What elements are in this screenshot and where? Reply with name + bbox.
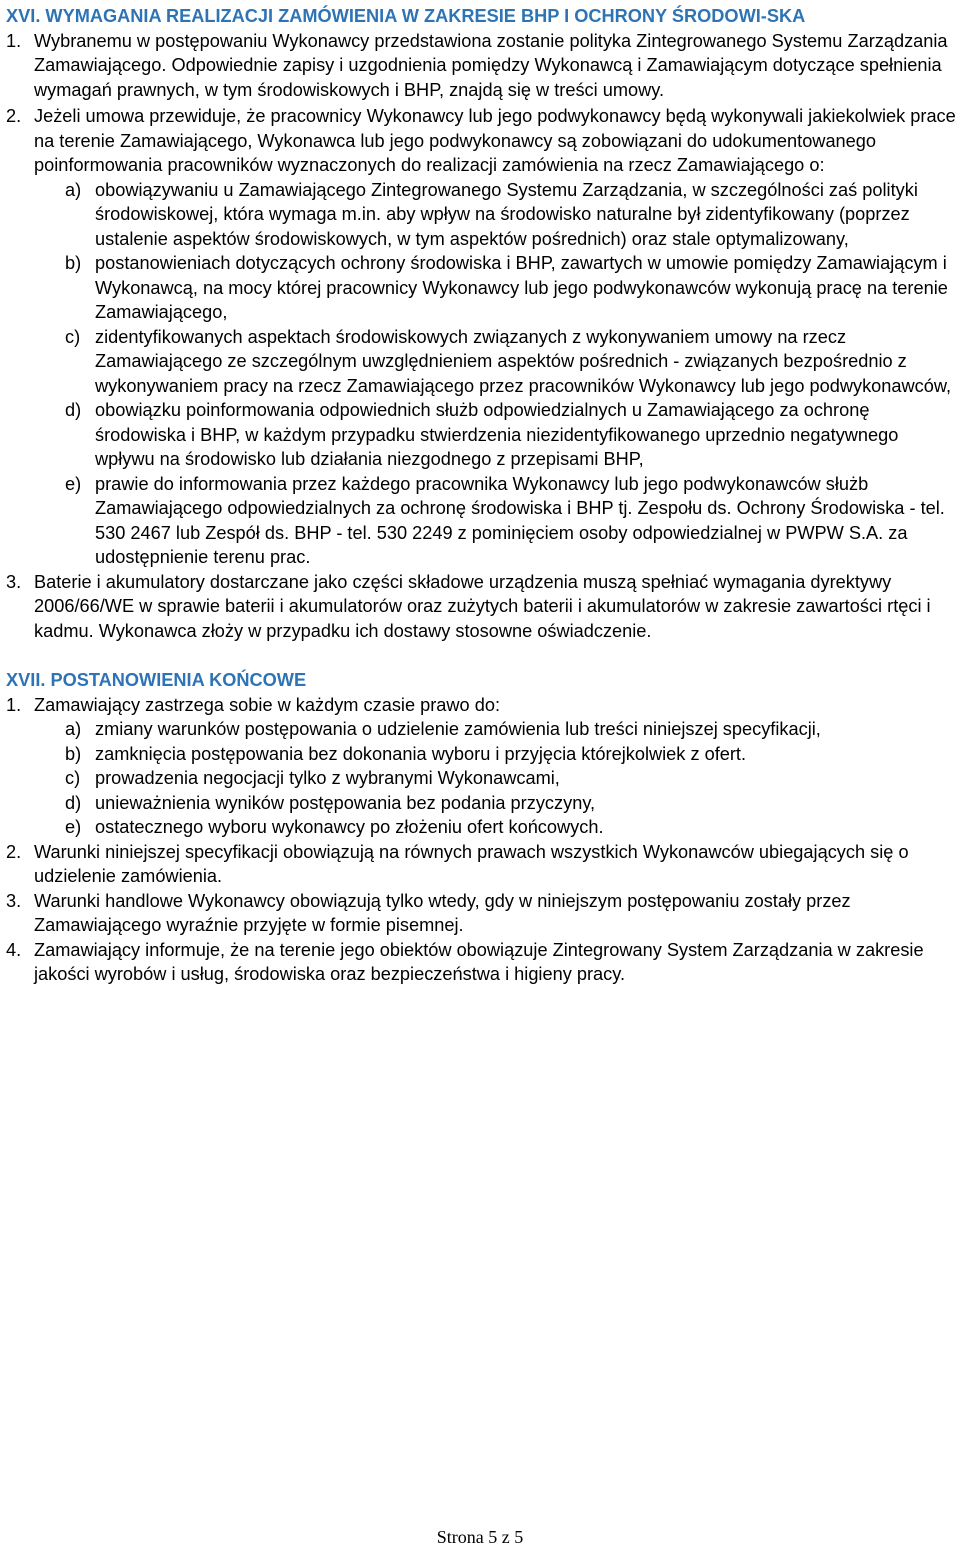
sub-list-item [65,398,958,472]
list-item [6,693,958,718]
sub-item-letter: e) [65,817,82,837]
sub-list-item [65,325,958,399]
section-xvii-heading: XVII. POSTANOWIENIA KOŃCOWE [6,670,307,690]
sub-item-letter: b) [65,253,82,273]
sub-item-text: unieważnienia wyników postępowania bez podania przyczyny, [95,792,596,813]
item-text: Zamawiający zastrzega sobie w każdym czasie prawo do: [34,694,500,715]
sub-item-text: postanowieniach dotyczących ochrony środowiska i BHP, zawartych w umowie pomiędzy Zamawiającym i Wykonawcą, na mocy której pracownicy Wykonawcy lub jego podwykonawców wykonują pracę na terenie Zamawiającego, [95,253,948,322]
item-text: Wybranemu w postępowaniu Wykonawcy przedstawiona zostanie polityka Zintegrowanego Systemu Zarządzania Zamawiającego. Odpowiednie zapisy i uzgodnienia pomiędzy Wykonawcą i Zamawiającym dotyczące spełnienia wymagań prawnych, w tym środowiskowych i BHP, znajdą się w treści umowy. [34,30,948,100]
list-item [6,104,958,178]
sub-list-item [65,717,958,742]
list-item [6,840,958,889]
list-item [6,889,958,938]
sub-item-text: obowiązywaniu u Zamawiającego Zintegrowanego Systemu Zarządzania, w szczególności zaś polityki środowiskowej, która wymaga m.in. aby wpływ na środowisko naturalne był zidentyfikowany (poprzez ustalenie aspektów środowiskowych, w tym aspektów pośrednich) oraz stale optymalizowany, [95,179,918,249]
section-spacer [6,643,958,668]
sub-item-text: prowadzenia negocjacji tylko z wybranymi Wykonawcami, [95,768,560,788]
sub-list-item [65,742,958,767]
sub-item-letter: e) [65,473,82,494]
sub-item-text: zmiany warunków postępowania o udzielenie zamówienia lub treści niniejszej specyfikacji, [95,719,821,739]
item-number: 1. [6,30,22,51]
document-page [6,4,958,987]
section-xvi-heading: XVI. WYMAGANIA REALIZACJI ZAMÓWIENIA W ZAKRESIE BHP I OCHRONY ŚRODOWI-SKA [6,6,806,26]
item-text: Jeżeli umowa przewiduje, że pracownicy Wykonawcy lub jego podwykonawcy będą wykonywali jakiekolwiek prace na terenie Zamawiającego, Wykonawca lub jego podwykonawcy są zobowiązani do udokumentowanego poinformowania pracowników wyznaczonych do realizacji zamówienia na rzecz Zamawiającego o: [34,106,956,175]
item-number: 4. [6,939,22,960]
sub-list-item [65,791,958,816]
page-number-footer: Strona 5 z 5 [436,1527,524,1547]
sub-list-item [65,178,958,252]
sub-item-text: zidentyfikowanych aspektach środowiskowych związanych z wykonywaniem umowy na rzecz Zamawiającego ze szczególnym uwzględnieniem aspektów pośrednich - związanych bezpośrednio z wykonywaniem pracy na rzecz Zamawiającego przez pracowników Wykonawcy lub jego podwykonawców, [95,326,952,396]
item-number: 3. [6,890,22,911]
sub-item-letter: b) [65,743,82,764]
list-item [6,570,958,644]
sub-item-letter: a) [65,179,82,200]
item-number: 2. [6,106,22,126]
sub-list-item [65,251,958,325]
sub-item-letter: a) [65,719,82,739]
sub-list-item [65,815,958,840]
sub-item-letter: d) [65,792,82,813]
list-item [6,938,958,987]
item-number: 2. [6,841,22,862]
sub-item-text: ostatecznego wyboru wykonawcy po złożeniu ofert końcowych. [95,817,604,837]
sub-list-item [65,472,958,570]
sub-item-letter: d) [65,400,82,420]
list-item [6,29,958,103]
sub-item-text: zamknięcia postępowania bez dokonania wyboru i przyjęcia którejkolwiek z ofert. [95,743,747,764]
item-text: Baterie i akumulatory dostarczane jako części składowe urządzenia muszą spełniać wymagania dyrektywy 2006/66/WE w sprawie baterii i akumulatorów oraz zużytych baterii i akumulatorów w zakresie zawartości rtęci i kadmu. Wykonawca złoży w przypadku ich dostawy stosowne oświadczenie. [34,571,931,641]
item-number: 3. [6,571,22,592]
sub-item-letter: c) [65,326,81,347]
sub-item-letter: c) [65,768,81,788]
item-text: Warunki niniejszej specyfikacji obowiązują na równych prawach wszystkich Wykonawców ubiegających się o udzielenie zamówienia. [34,841,909,886]
sub-list-item [65,766,958,791]
sub-item-text: obowiązku poinformowania odpowiednich służb odpowiedzialnych u Zamawiającego za ochronę środowiska i BHP, w każdym przypadku stwierdzenia niezidentyfikowanego uprzednio negatywnego wpływu na środowisko lub działania niezgodnego z przepisami BHP, [95,400,899,469]
item-number: 1. [6,694,22,715]
item-text: Zamawiający informuje, że na terenie jego obiektów obowiązuje Zintegrowany System Zarządzania w zakresie jakości wyrobów i usług, środowiska oraz bezpieczeństwa i higieny pracy. [34,939,924,984]
sub-item-text: prawie do informowania przez każdego pracownika Wykonawcy lub jego podwykonawców służb Zamawiającego odpowiedzialnych za ochronę środowiska i BHP tj. Zespołu ds. Ochrony Środowiska - tel. 530 2467 lub Zespół ds. BHP - tel. 530 2249 z pominięciem osoby odpowiedzialnej w PWPW S.A. za udostępnienie terenu prac. [95,473,945,567]
item-text: Warunki handlowe Wykonawcy obowiązują tylko wtedy, gdy w niniejszym postępowaniu zostały przez Zamawiającego wyraźnie przyjęte w formie pisemnej. [34,890,851,935]
